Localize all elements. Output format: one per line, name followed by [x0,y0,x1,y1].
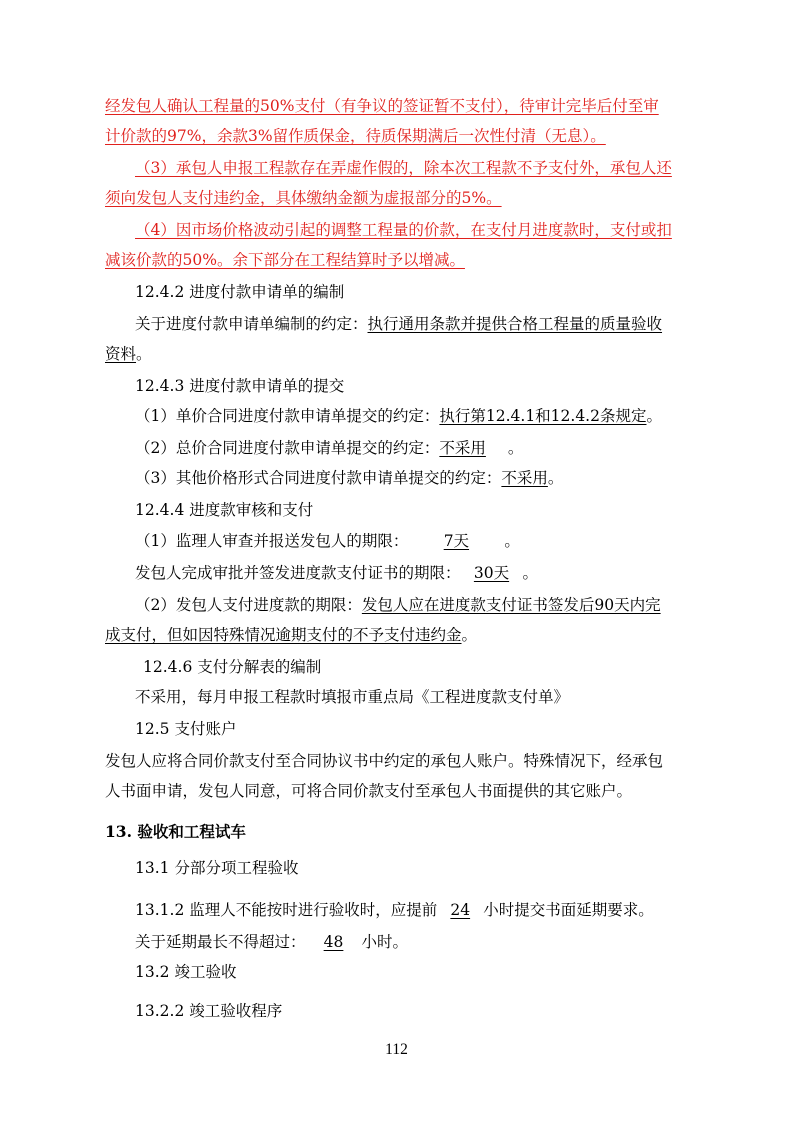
section-12-4-4-item-1b [135,563,538,583]
delay-limit-clause [135,932,408,952]
section-12-4-3-item-1 [135,406,662,426]
section-13-1-2-value: 24 [450,901,471,919]
section-12-5-body-line-1: 发包人应将合同价款支付至合同协议书中约定的承包人账户。特殊情况下，经承包 [105,752,664,770]
section-12-4-3-item-1-end: 。 [646,407,662,425]
delay-limit-label: 关于延期最长不得超过： [135,933,306,951]
section-12-4-4-item-1b-label: 发包人完成审批并签发进度款支付证书的期限： [135,564,461,582]
section-13-1-2-label: 13.1.2 监理人不能按时进行验收时，应提前 [135,901,438,919]
section-12-4-4-heading: 12.4.4 进度款审核和支付 [135,501,314,519]
section-12-4-4-item-1-value: 7天 [443,532,470,550]
section-12-4-4-item-1-label: （1）监理人审查并报送发包人的期限： [135,532,409,550]
red-paragraph-3-line-1: （4）因市场价格波动引起的调整工程量的价款，在支付月进度款时，支付或扣 [135,221,672,239]
section-12-4-4-item-1-end: 。 [504,532,520,550]
red-paragraph-1-line-2: 计价款的97%，余款3%留作质保金，待质保期满后一次性付清（无息）。 [105,127,606,145]
section-12-4-2-value-line-2: 资料 [105,345,137,363]
section-12-4-3-heading: 12.4.3 进度付款申请单的提交 [135,377,345,395]
section-12-4-3-item-3-end: 。 [547,469,564,487]
section-12-4-3-item-2-value: 不采用 [439,439,486,457]
section-12-4-4-item-1b-end: 。 [522,564,539,582]
section-13-2-2-heading: 13.2.2 竣工验收程序 [135,1002,283,1020]
section-13-1-2-clause [135,900,654,920]
section-13-2-heading: 13.2 竣工验收 [135,963,237,981]
section-12-4-4-item-1b-value: 30天 [473,564,510,582]
section-12-4-2-end: 。 [136,345,152,363]
section-12-4-4-item-2-label: （2）发包人支付进度款的期限： [135,596,362,614]
section-12-4-6-body: 不采用，每月申报工程款时填报市重点局《工程进度款支付单》 [135,688,570,706]
section-12-4-6-heading: 12.4.6 支付分解表的编制 [143,658,322,676]
section-12-4-2-heading: 12.4.2 进度付款申请单的编制 [135,283,345,301]
section-13-heading: 13. 验收和工程试车 [105,822,246,841]
page-number: 112 [385,1041,408,1058]
section-12-5-body-line-2: 人书面申请，发包人同意，可将合同价款支付至承包人书面提供的其它账户。 [105,782,633,800]
section-13-1-2-end: 小时提交书面延期要求。 [483,901,654,919]
red-paragraph-1-line-1: 经发包人确认工程量的50%支付（有争议的签证暂不支付），待审计完毕后付至审 [105,97,659,115]
delay-limit-value: 48 [323,933,344,951]
section-12-4-3-item-2 [135,438,523,458]
delay-limit-end: 小时。 [361,933,409,951]
red-paragraph-2-line-1: （3）承包人申报工程款存在弄虚作假的，除本次工程款不予支付外，承包人还 [135,159,672,177]
red-paragraph-3-line-2: 减该价款的50%。余下部分在工程结算时予以增减。 [105,251,465,269]
section-12-4-3-item-1-label: （1）单价合同进度付款申请单提交的约定： [135,407,440,425]
section-12-4-2-clause-cont [105,344,152,364]
section-12-4-4-item-1 [135,531,520,551]
section-12-4-4-item-2-value-line-2: 成支付，但如因特殊情况逾期支付的不予支付违约金 [105,626,462,644]
section-12-4-3-item-3-label: （3）其他价格形式合同进度付款申请单提交的约定： [135,469,502,487]
section-12-4-3-item-3-value: 不采用 [501,469,548,487]
section-12-4-2-value-line-1: 执行通用条款并提供合格工程量的质量验收 [367,315,663,333]
red-paragraph-2-line-2: 须向发包人支付违约金，具体缴纳金额为虚报部分的5%。 [105,189,502,207]
section-12-4-3-item-1-value: 执行第12.4.1和12.4.2条规定 [439,407,647,425]
section-12-4-3-item-3 [135,468,563,488]
section-12-4-4-item-2-cont [105,625,477,645]
section-12-4-4-item-2 [135,595,661,615]
section-12-4-4-item-2-value-line-1: 发包人应在进度款支付证书签发后90天内完 [361,596,661,614]
section-12-4-2-label: 关于进度付款申请单编制的约定： [135,315,368,333]
section-12-4-4-item-2-end: 。 [461,626,478,644]
section-12-4-3-item-2-label: （2）总价合同进度付款申请单提交的约定： [135,439,440,457]
section-12-5-heading: 12.5 支付账户 [135,720,237,738]
section-12-4-3-item-2-end: 。 [507,439,524,457]
section-12-4-2-clause [135,314,662,334]
section-13-1-heading: 13.1 分部分项工程验收 [135,859,299,877]
